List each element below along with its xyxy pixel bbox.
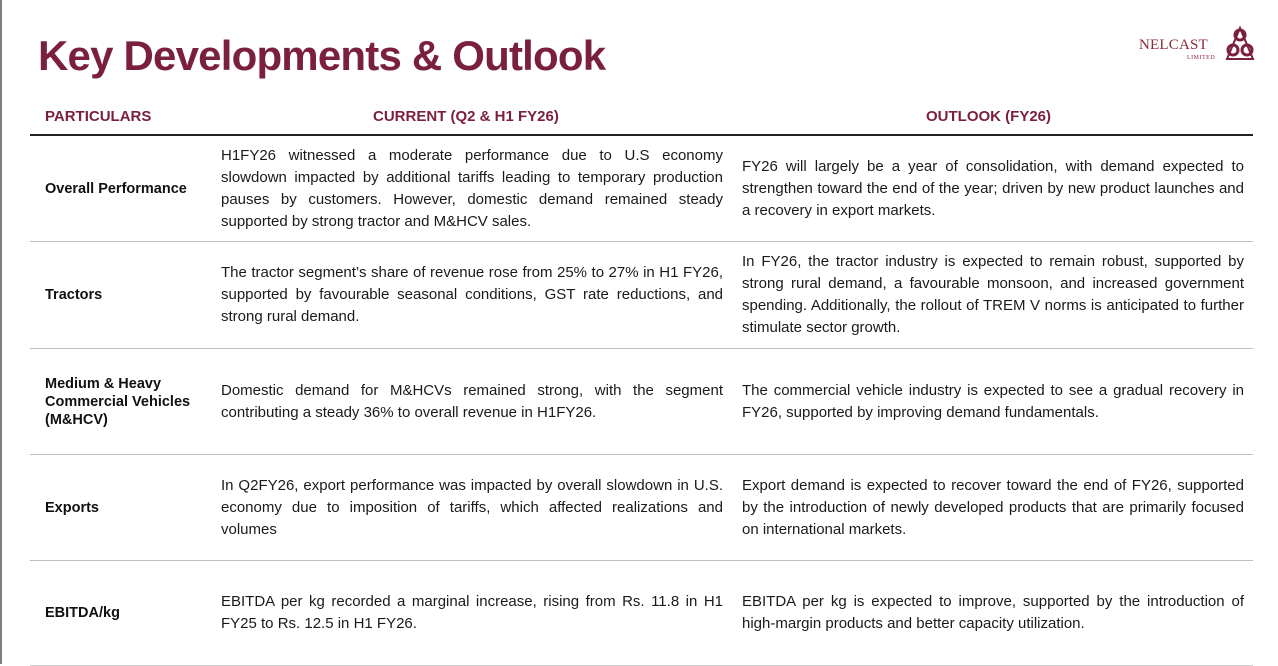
table-row-overall-performance (30, 136, 1253, 242)
row-particular: Tractors (45, 287, 103, 303)
row-particular: Overall Performance (45, 180, 187, 197)
row-outlook: In FY26, the tractor industry is expected to remain robust, supported by strong rural demand, a favourable monsoon, and increased government spending. Additionally, the rollout of TREM V norms is anticipated to further stimulate sector growth. (742, 253, 1244, 336)
row-particular: EBITDA/kg (45, 605, 120, 621)
header-current: CURRENT (Q2 & H1 FY26) (373, 108, 559, 125)
row-outlook: EBITDA per kg is expected to improve, supported by the introduction of high-margin products and better capacity utilization. (742, 593, 1244, 632)
slide-left-border (0, 0, 2, 664)
table-header (30, 98, 1253, 136)
logo-name: NELCAST (1139, 37, 1208, 53)
row-current: Domestic demand for M&HCVs remained strong, with the segment contributing a steady 36% to overall revenue in H1FY26. (221, 381, 723, 421)
developments-table (30, 98, 1253, 666)
row-outlook: The commercial vehicle industry is expected to see a gradual recovery in FY26, supported by improving demand fundamentals. (742, 381, 1244, 421)
row-particular: Exports (45, 499, 99, 516)
table-row-exports (30, 455, 1253, 561)
row-current: EBITDA per kg recorded a marginal increase, rising from Rs. 11.8 in H1 FY25 to Rs. 12.5 in H1 FY26. (221, 593, 723, 632)
page-title: Key Developments & Outlook (38, 32, 606, 79)
header-outlook: OUTLOOK (FY26) (926, 108, 1052, 125)
table-row-ebitda (30, 561, 1253, 666)
nelcast-triangle-logo-icon (1225, 26, 1255, 62)
row-particular: Medium & Heavy Commercial Vehicles (M&HCV) (45, 375, 191, 428)
row-outlook: FY26 will largely be a year of consolidation, with demand expected to strengthen toward the end of the year; driven by new product launches and a recovery in export markets. (742, 157, 1244, 219)
table-row-tractors (30, 242, 1253, 349)
row-current: In Q2FY26, export performance was impacted by overall slowdown in U.S. economy due to imposition of tariffs, which affected realizations and volumes (221, 476, 723, 538)
table-row-mhcv (30, 349, 1253, 455)
company-logo (1137, 26, 1257, 66)
row-current: The tractor segment’s share of revenue rose from 25% to 27% in H1 FY26, supported by favourable seasonal conditions, GST rate reductions, and strong rural demand. (221, 264, 723, 325)
row-outlook: Export demand is expected to recover toward the end of FY26, supported by the introduction of newly developed products that are primarily focused on international markets. (742, 476, 1244, 538)
header-particulars: PARTICULARS (45, 108, 152, 125)
row-current: H1FY26 witnessed a moderate performance due to U.S economy slowdown impacted by additional tariffs leading to temporary production pauses by customers. However, domestic demand remained steady supported by strong tractor and M&HCV sales. (221, 146, 723, 230)
logo-suffix: LIMITED (1187, 55, 1216, 61)
